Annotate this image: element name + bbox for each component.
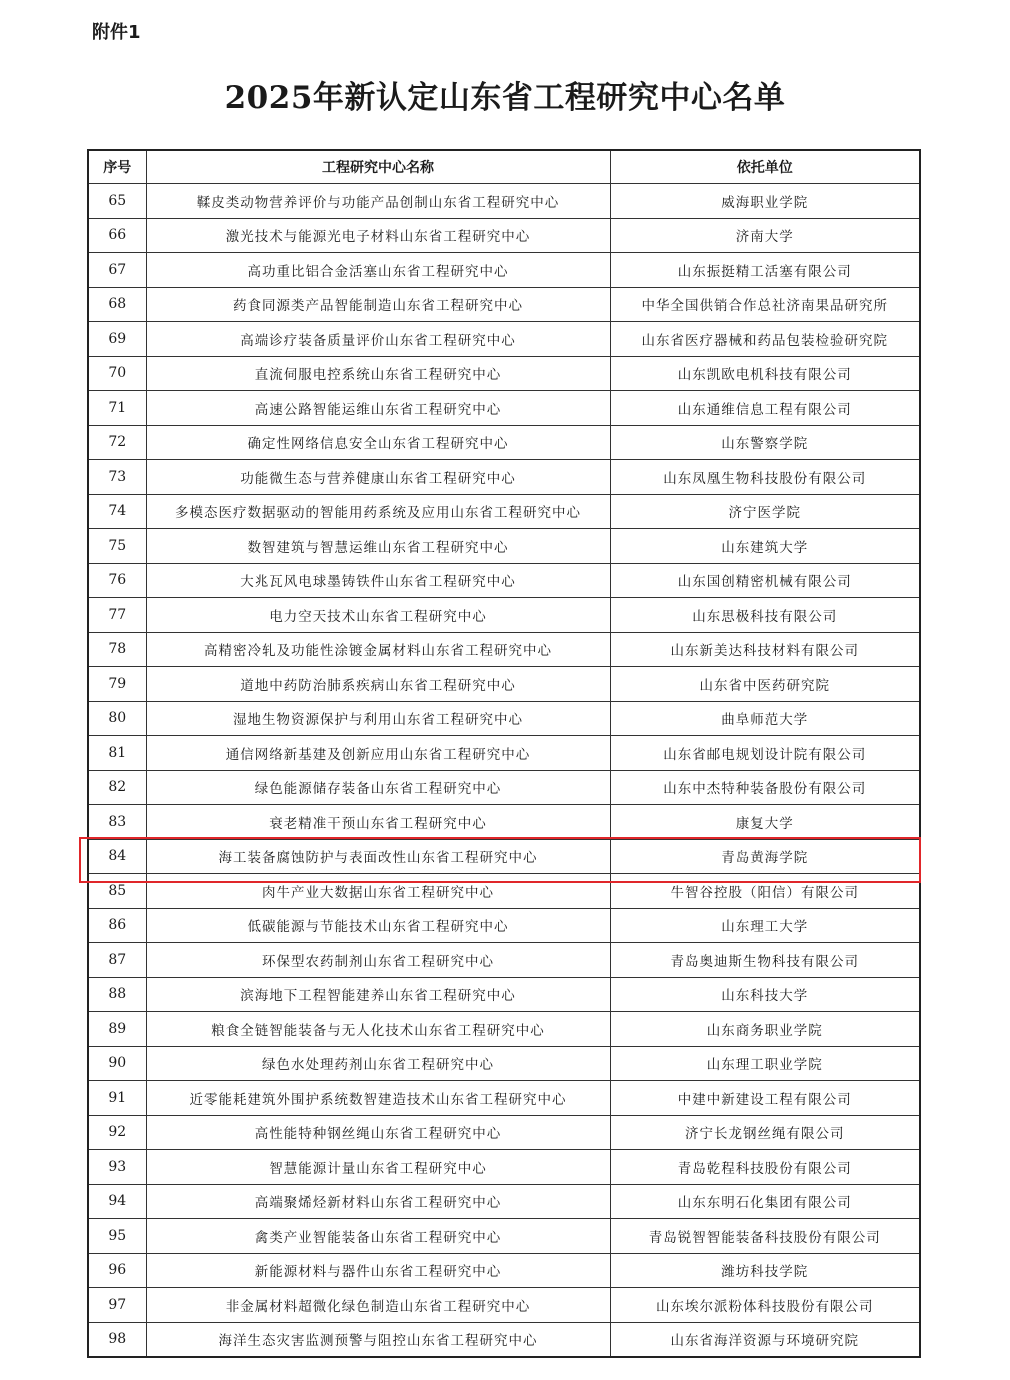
row-number: 73 — [88, 460, 146, 495]
row-number: 79 — [88, 667, 146, 702]
host-unit: 青岛奥迪斯生物科技有限公司 — [610, 943, 920, 978]
center-name: 直流伺服电控系统山东省工程研究中心 — [146, 356, 610, 391]
host-unit: 曲阜师范大学 — [610, 701, 920, 736]
center-name: 近零能耗建筑外围护系统数智建造技术山东省工程研究中心 — [146, 1081, 610, 1116]
center-name: 高端聚烯烃新材料山东省工程研究中心 — [146, 1184, 610, 1219]
center-name: 通信网络新基建及创新应用山东省工程研究中心 — [146, 736, 610, 771]
host-unit: 山东理工职业学院 — [610, 1046, 920, 1081]
table-row — [88, 1184, 920, 1219]
table-row — [88, 1115, 920, 1150]
table-row — [88, 805, 920, 840]
table-row — [88, 701, 920, 736]
host-unit: 济宁医学院 — [610, 494, 920, 529]
host-unit: 青岛乾程科技股份有限公司 — [610, 1150, 920, 1185]
table-row — [88, 770, 920, 805]
center-name: 多模态医疗数据驱动的智能用药系统及应用山东省工程研究中心 — [146, 494, 610, 529]
host-unit: 山东新美达科技材料有限公司 — [610, 632, 920, 667]
host-unit: 康复大学 — [610, 805, 920, 840]
center-name: 衰老精准干预山东省工程研究中心 — [146, 805, 610, 840]
table-row — [88, 1322, 920, 1357]
row-number: 97 — [88, 1288, 146, 1323]
host-unit: 山东商务职业学院 — [610, 1012, 920, 1047]
host-unit: 济南大学 — [610, 218, 920, 253]
center-name: 确定性网络信息安全山东省工程研究中心 — [146, 425, 610, 460]
table-row — [88, 736, 920, 771]
header-number: 序号 — [88, 150, 146, 184]
center-name: 低碳能源与节能技术山东省工程研究中心 — [146, 908, 610, 943]
header-host-unit: 依托单位 — [610, 150, 920, 184]
table-row — [88, 874, 920, 909]
table-row — [88, 1081, 920, 1116]
row-number: 85 — [88, 874, 146, 909]
host-unit: 山东中杰特种装备股份有限公司 — [610, 770, 920, 805]
center-name: 高端诊疗装备质量评价山东省工程研究中心 — [146, 322, 610, 357]
row-number: 66 — [88, 218, 146, 253]
table-row — [88, 494, 920, 529]
row-number: 78 — [88, 632, 146, 667]
host-unit: 山东东明石化集团有限公司 — [610, 1184, 920, 1219]
center-name: 高性能特种钢丝绳山东省工程研究中心 — [146, 1115, 610, 1150]
host-unit: 山东省中医药研究院 — [610, 667, 920, 702]
center-name: 电力空天技术山东省工程研究中心 — [146, 598, 610, 633]
center-name: 激光技术与能源光电子材料山东省工程研究中心 — [146, 218, 610, 253]
row-number: 92 — [88, 1115, 146, 1150]
row-number: 80 — [88, 701, 146, 736]
row-number: 87 — [88, 943, 146, 978]
center-name: 海工装备腐蚀防护与表面改性山东省工程研究中心 — [146, 839, 610, 874]
host-unit: 山东理工大学 — [610, 908, 920, 943]
row-number: 70 — [88, 356, 146, 391]
header-center-name: 工程研究中心名称 — [146, 150, 610, 184]
center-name: 药食同源类产品智能制造山东省工程研究中心 — [146, 287, 610, 322]
host-unit: 青岛锐智智能装备科技股份有限公司 — [610, 1219, 920, 1254]
row-number: 68 — [88, 287, 146, 322]
row-number: 90 — [88, 1046, 146, 1081]
row-number: 65 — [88, 184, 146, 219]
row-number: 67 — [88, 253, 146, 288]
center-name: 大兆瓦风电球墨铸铁件山东省工程研究中心 — [146, 563, 610, 598]
row-number: 86 — [88, 908, 146, 943]
center-name: 绿色水处理药剂山东省工程研究中心 — [146, 1046, 610, 1081]
row-number: 98 — [88, 1322, 146, 1357]
center-name: 禽类产业智能装备山东省工程研究中心 — [146, 1219, 610, 1254]
table-row — [88, 460, 920, 495]
center-name: 高精密冷轧及功能性涂镀金属材料山东省工程研究中心 — [146, 632, 610, 667]
table-row — [88, 563, 920, 598]
row-number: 96 — [88, 1253, 146, 1288]
document-title: 2025年新认定山东省工程研究中心名单 — [224, 80, 786, 116]
table-row — [88, 322, 920, 357]
table-row — [88, 977, 920, 1012]
row-number: 83 — [88, 805, 146, 840]
row-number: 74 — [88, 494, 146, 529]
row-number: 71 — [88, 391, 146, 426]
center-name: 新能源材料与器件山东省工程研究中心 — [146, 1253, 610, 1288]
center-name: 鞣皮类动物营养评价与功能产品创制山东省工程研究中心 — [146, 184, 610, 219]
table-row — [88, 391, 920, 426]
row-number: 93 — [88, 1150, 146, 1185]
host-unit: 济宁长龙钢丝绳有限公司 — [610, 1115, 920, 1150]
host-unit: 山东建筑大学 — [610, 529, 920, 564]
center-name: 数智建筑与智慧运维山东省工程研究中心 — [146, 529, 610, 564]
row-number: 72 — [88, 425, 146, 460]
center-name: 湿地生物资源保护与利用山东省工程研究中心 — [146, 701, 610, 736]
table-row — [88, 218, 920, 253]
table-row — [88, 598, 920, 633]
row-number: 88 — [88, 977, 146, 1012]
host-unit: 山东国创精密机械有限公司 — [610, 563, 920, 598]
table-row — [88, 1012, 920, 1047]
host-unit: 山东省海洋资源与环境研究院 — [610, 1322, 920, 1357]
row-number: 89 — [88, 1012, 146, 1047]
row-number: 84 — [88, 839, 146, 874]
table-row — [88, 287, 920, 322]
center-name: 环保型农药制剂山东省工程研究中心 — [146, 943, 610, 978]
center-name: 绿色能源储存装备山东省工程研究中心 — [146, 770, 610, 805]
host-unit: 山东振挺精工活塞有限公司 — [610, 253, 920, 288]
row-number: 75 — [88, 529, 146, 564]
table-row — [88, 1150, 920, 1185]
center-name: 道地中药防治肺系疾病山东省工程研究中心 — [146, 667, 610, 702]
center-name: 非金属材料超微化绿色制造山东省工程研究中心 — [146, 1288, 610, 1323]
table-row — [88, 1219, 920, 1254]
engineering-center-table — [87, 149, 921, 1358]
table-row — [88, 632, 920, 667]
center-name: 高功重比铝合金活塞山东省工程研究中心 — [146, 253, 610, 288]
row-number: 82 — [88, 770, 146, 805]
host-unit: 威海职业学院 — [610, 184, 920, 219]
table-row — [88, 667, 920, 702]
host-unit: 中建中新建设工程有限公司 — [610, 1081, 920, 1116]
table-row — [88, 1253, 920, 1288]
center-name: 肉牛产业大数据山东省工程研究中心 — [146, 874, 610, 909]
annex-label: 附件1 — [92, 22, 141, 43]
table-row — [88, 1288, 920, 1323]
host-unit: 山东思极科技有限公司 — [610, 598, 920, 633]
table-row — [88, 184, 920, 219]
center-name: 智慧能源计量山东省工程研究中心 — [146, 1150, 610, 1185]
table-row — [88, 839, 920, 874]
table-body — [88, 184, 920, 1358]
host-unit: 中华全国供销合作总社济南果品研究所 — [610, 287, 920, 322]
center-name: 功能微生态与营养健康山东省工程研究中心 — [146, 460, 610, 495]
table-row — [88, 425, 920, 460]
host-unit: 山东省医疗器械和药品包装检验研究院 — [610, 322, 920, 357]
host-unit: 山东埃尔派粉体科技股份有限公司 — [610, 1288, 920, 1323]
host-unit: 山东省邮电规划设计院有限公司 — [610, 736, 920, 771]
table-row — [88, 529, 920, 564]
center-name: 滨海地下工程智能建养山东省工程研究中心 — [146, 977, 610, 1012]
host-unit: 青岛黄海学院 — [610, 839, 920, 874]
table-header-row — [88, 150, 920, 184]
table-row — [88, 1046, 920, 1081]
row-number: 76 — [88, 563, 146, 598]
center-name: 高速公路智能运维山东省工程研究中心 — [146, 391, 610, 426]
row-number: 77 — [88, 598, 146, 633]
center-name: 海洋生态灾害监测预警与阻控山东省工程研究中心 — [146, 1322, 610, 1357]
host-unit: 山东凤凰生物科技股份有限公司 — [610, 460, 920, 495]
host-unit: 山东凯欧电机科技有限公司 — [610, 356, 920, 391]
table-row — [88, 253, 920, 288]
host-unit: 山东科技大学 — [610, 977, 920, 1012]
row-number: 91 — [88, 1081, 146, 1116]
row-number: 69 — [88, 322, 146, 357]
host-unit: 牛智谷控股（阳信）有限公司 — [610, 874, 920, 909]
center-name: 粮食全链智能装备与无人化技术山东省工程研究中心 — [146, 1012, 610, 1047]
table-row — [88, 908, 920, 943]
row-number: 94 — [88, 1184, 146, 1219]
host-unit: 山东警察学院 — [610, 425, 920, 460]
row-number: 81 — [88, 736, 146, 771]
host-unit: 潍坊科技学院 — [610, 1253, 920, 1288]
table-row — [88, 943, 920, 978]
table-row — [88, 356, 920, 391]
row-number: 95 — [88, 1219, 146, 1254]
host-unit: 山东通维信息工程有限公司 — [610, 391, 920, 426]
